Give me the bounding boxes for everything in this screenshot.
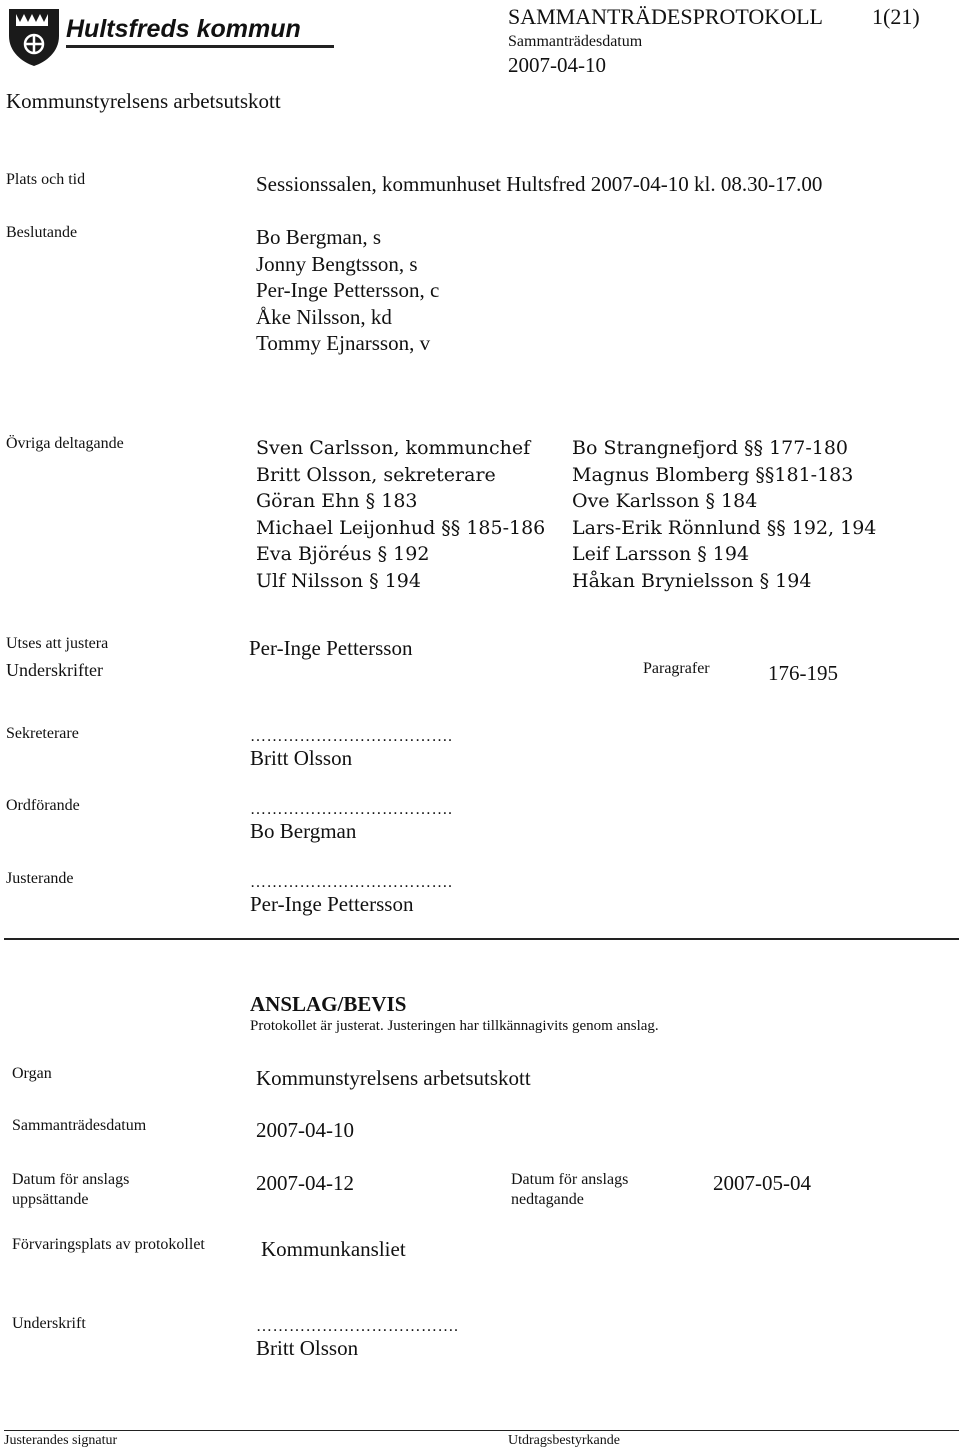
- removed-date-value: 2007-05-04: [713, 1171, 811, 1195]
- org-name: Hultsfreds kommun: [66, 15, 301, 43]
- removed-date-label-line: Datum för anslags: [511, 1171, 629, 1188]
- deciding-member: Tommy Ejnarsson, v: [256, 331, 431, 355]
- removed-date-label-line: nedtagande: [511, 1191, 584, 1208]
- section-divider: [4, 938, 959, 940]
- adjuster-signature-line: ……………………………….: [250, 874, 453, 891]
- signatures-label: Underskrifter: [6, 660, 103, 680]
- notice-title: ANSLAG/BEVIS: [250, 992, 407, 1016]
- participant: Britt Olsson, sekreterare: [256, 463, 496, 486]
- footer-left: Justerandes signatur: [4, 1433, 118, 1448]
- others-right-list: [572, 435, 876, 594]
- chair-name: Bo Bergman: [250, 819, 357, 843]
- adjust-label: Utses att justera: [6, 635, 109, 652]
- place-label: Plats och tid: [6, 171, 86, 188]
- body-name: Kommunstyrelsens arbetsutskott: [6, 89, 281, 113]
- adjuster-name: Per-Inge Pettersson: [250, 892, 414, 916]
- deciding-list: [256, 224, 439, 357]
- notice-meeting-date-value: 2007-04-10: [256, 1118, 354, 1142]
- participant: Sven Carlsson, kommunchef: [256, 437, 531, 459]
- meeting-date: 2007-04-10: [508, 53, 606, 77]
- posted-date-label-line: uppsättande: [12, 1191, 89, 1208]
- adjust-value: Per-Inge Pettersson: [249, 636, 413, 660]
- deciding-member: Per-Inge Pettersson, c: [256, 278, 440, 302]
- document-title: SAMMANTRÄDESPROTOKOLL: [508, 4, 823, 29]
- storage-value: Kommunkansliet: [261, 1237, 406, 1261]
- others-label: Övriga deltagande: [6, 435, 124, 452]
- notice-meeting-date-label: Sammanträdesdatum: [12, 1117, 147, 1134]
- paragraphs-value: 176-195: [768, 661, 838, 685]
- participant: Göran Ehn § 183: [256, 490, 418, 512]
- organ-value: Kommunstyrelsens arbetsutskott: [256, 1066, 531, 1090]
- deciding-member: Jonny Bengtsson, s: [256, 251, 418, 276]
- footer-right: Utdragsbestyrkande: [508, 1433, 620, 1448]
- participant: Ove Karlsson § 184: [572, 490, 758, 512]
- deciding-member: Åke Nilsson, kd: [256, 304, 392, 329]
- participant: Håkan Brynielsson § 194: [572, 569, 812, 592]
- page-number: 1(21): [872, 4, 920, 29]
- participant: Eva Björéus § 192: [256, 543, 430, 565]
- secretary-signature-line: ……………………………….: [250, 728, 453, 745]
- notice-signature-line: ……………………………….: [256, 1318, 459, 1335]
- notice-signature-name: Britt Olsson: [256, 1336, 359, 1360]
- deciding-label: Beslutande: [6, 224, 78, 241]
- participant: Bo Strangnefjord §§ 177-180: [572, 437, 849, 459]
- paragraphs-label: Paragrafer: [643, 660, 710, 677]
- coat-of-arms-icon: [6, 6, 62, 68]
- participant: Leif Larsson § 194: [572, 543, 750, 565]
- posted-date-label-line: Datum för anslags: [12, 1171, 130, 1188]
- footer-rule: [4, 1430, 959, 1431]
- notice-subtitle: Protokollet är justerat. Justeringen har tillkännagivits genom anslag.: [250, 1018, 659, 1034]
- participant: Michael Leijonhud §§ 185-186: [256, 516, 546, 539]
- secretary-label: Sekreterare: [6, 725, 79, 742]
- deciding-member: Bo Bergman, s: [256, 225, 382, 249]
- adjuster-label: Justerande: [6, 870, 74, 887]
- posted-date-value: 2007-04-12: [256, 1171, 354, 1195]
- participant: Magnus Blomberg §§181-183: [572, 463, 854, 486]
- place-value: Sessionssalen, kommunhuset Hultsfred 2007-04-10 kl. 08.30-17.00: [256, 172, 823, 196]
- participant: Lars-Erik Rönnlund §§ 192, 194: [572, 516, 877, 539]
- chair-signature-line: ……………………………….: [250, 801, 453, 818]
- chair-label: Ordförande: [6, 797, 80, 814]
- participant: Ulf Nilsson § 194: [256, 569, 421, 592]
- others-left-list: [256, 435, 545, 594]
- municipality-logo: [6, 6, 62, 68]
- posted-date-label: [12, 1170, 129, 1210]
- removed-date-label: [511, 1170, 628, 1210]
- meeting-date-label: Sammanträdesdatum: [508, 33, 643, 50]
- notice-signature-label: Underskrift: [12, 1315, 86, 1332]
- secretary-name: Britt Olsson: [250, 746, 353, 770]
- organ-label: Organ: [12, 1065, 52, 1082]
- storage-label: Förvaringsplats av protokollet: [12, 1236, 205, 1253]
- logo-underline: [66, 45, 334, 48]
